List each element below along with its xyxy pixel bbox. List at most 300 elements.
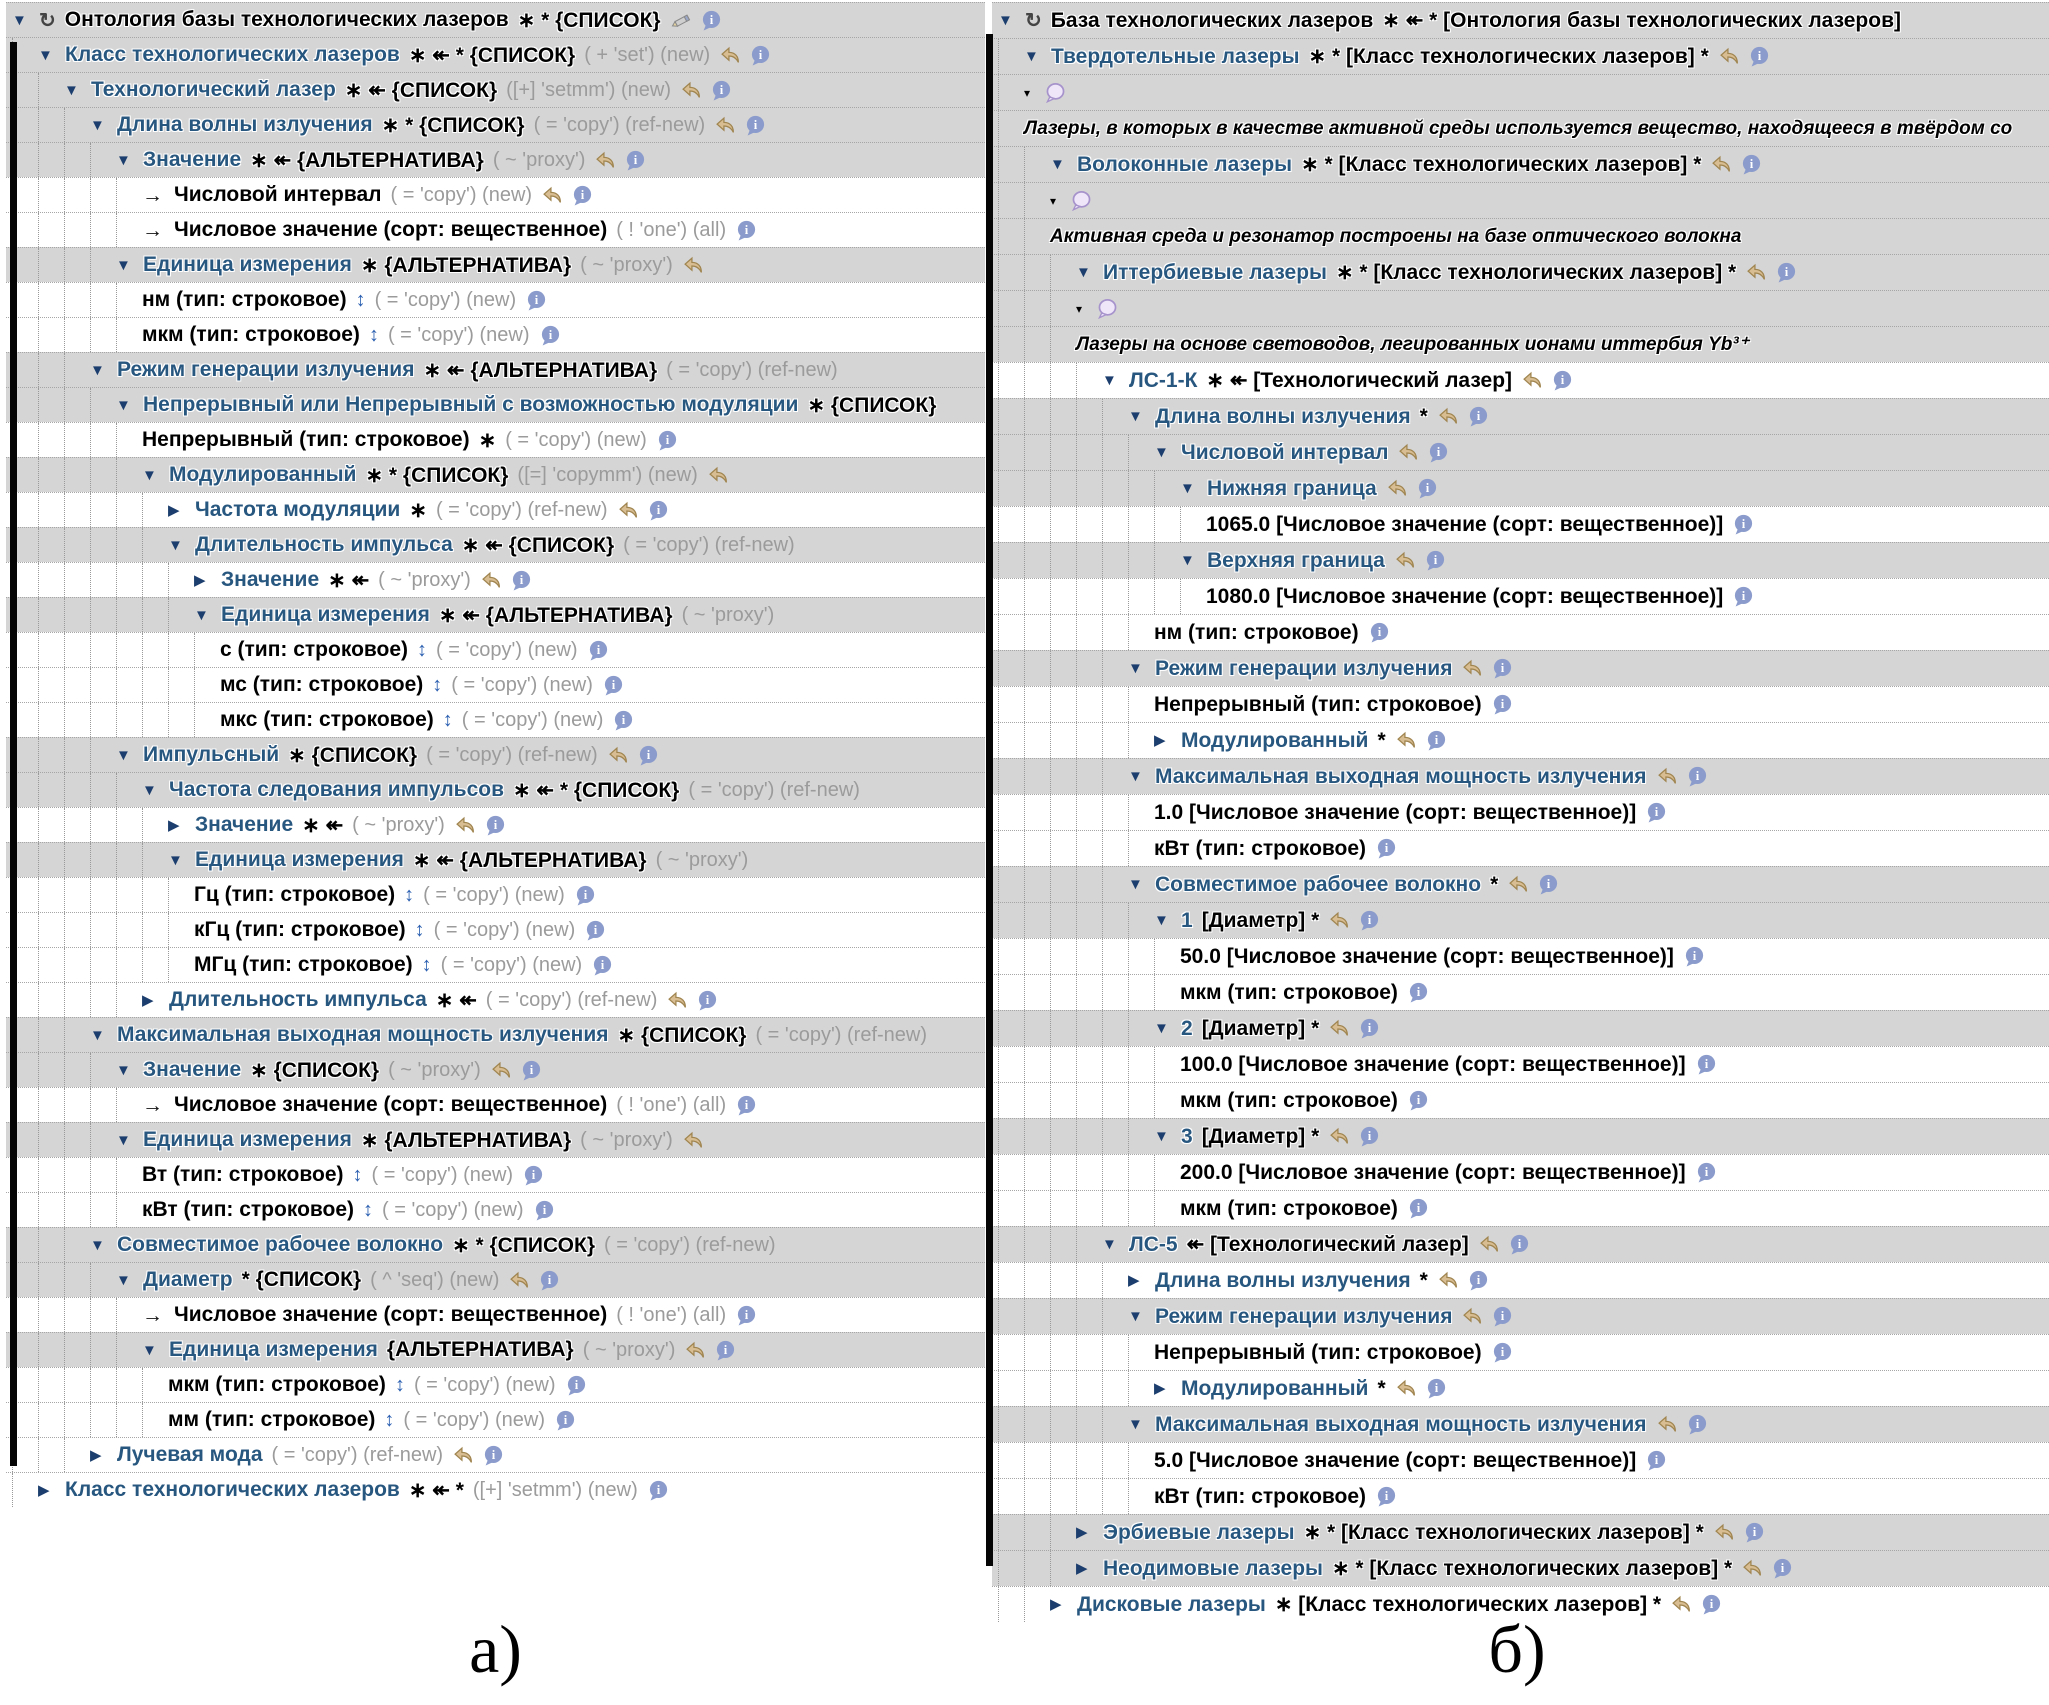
- copy-icon[interactable]: [719, 45, 742, 66]
- indent-guide: [38, 458, 64, 492]
- copy-icon[interactable]: [1718, 46, 1741, 67]
- reorder-updown-icon[interactable]: ↕: [442, 708, 453, 731]
- node-title[interactable]: Значение: [143, 1058, 242, 1081]
- info-icon[interactable]: [1491, 658, 1514, 679]
- node-title[interactable]: Длительность импульса: [195, 533, 453, 556]
- edit-icon[interactable]: [670, 10, 693, 31]
- reorder-updown-icon[interactable]: ↕: [363, 1198, 374, 1221]
- tree-row: [992, 1262, 2049, 1298]
- expand-toggle-icon[interactable]: ▶: [194, 571, 206, 589]
- info-icon[interactable]: [1645, 1450, 1668, 1471]
- copy-icon[interactable]: [1741, 1558, 1764, 1579]
- info-icon[interactable]: [538, 1270, 561, 1291]
- collapse-toggle-icon[interactable]: ▼: [90, 1026, 105, 1044]
- collapse-toggle-icon[interactable]: ▼: [1102, 372, 1117, 389]
- info-icon[interactable]: [1358, 1126, 1381, 1147]
- tree-row: [6, 1087, 985, 1122]
- collapse-toggle-icon[interactable]: ▼: [1076, 264, 1091, 281]
- collapse-toggle-icon[interactable]: ▼: [116, 256, 131, 274]
- info-icon[interactable]: [1425, 1378, 1448, 1399]
- copy-icon[interactable]: [1478, 1234, 1501, 1255]
- info-icon[interactable]: [1407, 982, 1430, 1003]
- svg-text:i: i: [1416, 1201, 1421, 1216]
- node-title[interactable]: Импульсный: [143, 743, 280, 766]
- indent-guide: [38, 878, 64, 912]
- info-icon[interactable]: [1425, 730, 1448, 751]
- node-title[interactable]: Модулированный: [1181, 728, 1369, 752]
- node-text: 1065.0 [Числовое значение (сорт: вещественное)]: [1206, 512, 1724, 536]
- info-icon[interactable]: [584, 920, 607, 941]
- indent-guide: [168, 913, 194, 947]
- expand-toggle-icon[interactable]: ▶: [1076, 1524, 1088, 1541]
- copy-icon[interactable]: [684, 1340, 707, 1361]
- copy-icon[interactable]: [541, 185, 564, 206]
- svg-text:i: i: [1377, 625, 1381, 640]
- info-icon[interactable]: [539, 325, 562, 346]
- copy-icon[interactable]: [1656, 766, 1679, 787]
- info-icon[interactable]: [700, 10, 723, 31]
- svg-text:i: i: [753, 117, 758, 132]
- indent-guide: [1128, 1119, 1154, 1154]
- node-title[interactable]: Числовой интервал: [1181, 440, 1389, 464]
- node-title[interactable]: Значение: [221, 568, 320, 591]
- info-icon[interactable]: [484, 815, 507, 836]
- expand-toggle-icon[interactable]: ▶: [90, 1446, 102, 1464]
- expand-toggle-icon[interactable]: ▶: [1050, 1596, 1062, 1613]
- info-icon[interactable]: [735, 1305, 758, 1326]
- node-marks: ∗ [Класс технологических лазеров] *: [1274, 1593, 1662, 1616]
- node-title[interactable]: 2: [1181, 1016, 1193, 1040]
- info-icon[interactable]: [520, 1060, 543, 1081]
- inheritance-meta: ( ~ 'proxy'): [388, 1058, 481, 1081]
- node-title[interactable]: Модулированный: [169, 463, 357, 486]
- collapse-toggle-icon[interactable]: ▼: [1128, 1416, 1143, 1433]
- collapse-toggle-icon[interactable]: ▼: [116, 1131, 131, 1149]
- indent-guide: [1024, 1119, 1050, 1154]
- indent-guide: [1050, 363, 1076, 398]
- node-title[interactable]: Класс технологических лазеров: [65, 1478, 400, 1501]
- collapse-toggle-icon[interactable]: ▼: [1154, 912, 1169, 929]
- collapse-toggle-icon[interactable]: ▼: [1050, 156, 1065, 173]
- indent-guide: [142, 878, 168, 912]
- node-text: мкс (тип: строковое): [220, 708, 434, 731]
- node-text: Онтология базы технологических лазеров: [64, 8, 509, 31]
- node-title[interactable]: Единица измерения: [143, 253, 352, 276]
- node-title[interactable]: Максимальная выходная мощность излучения: [1155, 764, 1647, 788]
- collapse-toggle-icon[interactable]: ▼: [1128, 876, 1143, 893]
- node-marks: ∗ * [Класс технологических лазеров] *: [1308, 45, 1709, 68]
- copy-icon[interactable]: [1461, 658, 1484, 679]
- node-title[interactable]: Режим генерации излучения: [117, 358, 415, 381]
- node-title[interactable]: Класс технологических лазеров: [65, 43, 400, 66]
- copy-icon[interactable]: [452, 1445, 475, 1466]
- node-title[interactable]: ЛС-1-К: [1129, 368, 1198, 392]
- expand-toggle-icon[interactable]: ▶: [1128, 1272, 1140, 1289]
- indent-guide: [38, 388, 64, 422]
- svg-text:i: i: [580, 187, 585, 202]
- tree-row: [992, 1082, 2049, 1118]
- collapse-toggle-icon[interactable]: ▼: [116, 1271, 131, 1289]
- indent-guide: [1180, 507, 1206, 542]
- reorder-updown-icon[interactable]: ↕: [352, 1163, 363, 1186]
- node-title[interactable]: Диаметр: [143, 1268, 233, 1291]
- reorder-updown-icon[interactable]: ↕: [417, 638, 428, 661]
- node-title[interactable]: Модулированный: [1181, 1376, 1369, 1400]
- copy-icon[interactable]: [607, 745, 630, 766]
- info-icon[interactable]: [1645, 802, 1668, 823]
- reorder-updown-icon[interactable]: ↕: [384, 1408, 395, 1431]
- info-icon[interactable]: [1740, 154, 1763, 175]
- indent-guide: [90, 1053, 116, 1087]
- node-title[interactable]: Непрерывный или Непрерывный с возможностью модуляции: [143, 393, 799, 416]
- node-title[interactable]: Режим генерации излучения: [1155, 1304, 1453, 1328]
- info-icon[interactable]: [744, 115, 767, 136]
- node-text: мм (тип: строковое): [168, 1408, 376, 1431]
- info-icon[interactable]: [602, 675, 625, 696]
- info-icon[interactable]: [735, 1095, 758, 1116]
- reorder-updown-icon[interactable]: ↕: [432, 673, 443, 696]
- copy-icon[interactable]: [1461, 1306, 1484, 1327]
- tree-row: [6, 212, 985, 247]
- indent-guide: [1128, 939, 1154, 974]
- tree-row: [992, 1514, 2049, 1550]
- info-icon[interactable]: [571, 185, 594, 206]
- reorder-updown-icon[interactable]: ↕: [404, 883, 415, 906]
- node-title[interactable]: Совместимое рабочее волокно: [117, 1233, 444, 1256]
- indent-guide: [1024, 579, 1050, 614]
- info-icon[interactable]: [1743, 1522, 1766, 1543]
- collapse-toggle-icon[interactable]: ▼: [142, 781, 157, 799]
- indent-guide: [1050, 759, 1076, 794]
- collapse-toggle-icon[interactable]: ▼: [90, 361, 105, 379]
- inheritance-meta: ( ~ 'proxy'): [582, 1338, 676, 1361]
- copy-icon[interactable]: [1521, 370, 1544, 391]
- reorder-updown-icon[interactable]: ↕: [355, 288, 366, 311]
- collapse-toggle-icon[interactable]: ▼: [142, 1341, 157, 1359]
- info-icon[interactable]: [647, 500, 670, 521]
- copy-icon[interactable]: [1713, 1522, 1736, 1543]
- collapse-toggle-icon[interactable]: ▼: [168, 851, 183, 869]
- info-icon[interactable]: [1407, 1090, 1430, 1111]
- copy-icon[interactable]: [454, 815, 477, 836]
- indent-guide: [116, 878, 142, 912]
- node-title[interactable]: Эрбиевые лазеры: [1103, 1520, 1295, 1544]
- info-icon[interactable]: [696, 990, 719, 1011]
- indent-guide: [38, 808, 64, 842]
- indent-guide: [64, 563, 90, 597]
- info-icon[interactable]: [525, 290, 548, 311]
- info-icon[interactable]: [1748, 46, 1771, 67]
- indent-guide: [64, 913, 90, 947]
- svg-text:i: i: [1742, 517, 1746, 532]
- info-icon[interactable]: [1695, 1054, 1718, 1075]
- svg-text:i: i: [1384, 841, 1389, 856]
- info-icon[interactable]: [749, 45, 772, 66]
- indent-guide: [142, 703, 168, 737]
- info-icon[interactable]: [1551, 370, 1574, 391]
- expand-toggle-icon[interactable]: ▶: [142, 991, 154, 1009]
- collapse-toggle-icon[interactable]: ▼: [116, 746, 131, 764]
- indent-guide: [998, 939, 1024, 974]
- info-icon[interactable]: [1358, 1018, 1381, 1039]
- node-title[interactable]: Единица измерения: [221, 603, 430, 626]
- indent-guide: [116, 423, 142, 457]
- node-title[interactable]: Нижняя граница: [1207, 476, 1377, 500]
- info-icon[interactable]: [1427, 442, 1450, 463]
- info-icon[interactable]: [574, 885, 597, 906]
- info-icon[interactable]: [1686, 1414, 1709, 1435]
- collapse-toggle-icon[interactable]: ▼: [1180, 552, 1195, 569]
- expand-toggle-icon[interactable]: ▶: [1076, 1560, 1088, 1577]
- node-title[interactable]: Неодимовые лазеры: [1103, 1556, 1323, 1580]
- svg-text:i: i: [1368, 1021, 1372, 1036]
- info-icon[interactable]: [1424, 550, 1447, 571]
- reorder-updown-icon[interactable]: ↕: [394, 1373, 405, 1396]
- node-title[interactable]: Длительность импульса: [169, 988, 427, 1011]
- reorder-updown-icon[interactable]: ↕: [421, 953, 432, 976]
- copy-icon[interactable]: [1656, 1414, 1679, 1435]
- info-icon[interactable]: [1491, 1306, 1514, 1327]
- info-icon[interactable]: [522, 1165, 545, 1186]
- copy-icon[interactable]: [508, 1270, 531, 1291]
- collapse-toggle-icon[interactable]: ▼: [38, 46, 53, 64]
- info-icon[interactable]: [1683, 946, 1706, 967]
- copy-icon[interactable]: [680, 80, 703, 101]
- collapse-toggle-icon[interactable]: ▼: [1102, 1236, 1117, 1253]
- refresh-icon[interactable]: ↻: [39, 9, 56, 32]
- info-icon[interactable]: [1686, 766, 1709, 787]
- collapse-toggle-icon[interactable]: ▼: [1128, 660, 1143, 677]
- copy-icon[interactable]: [707, 465, 730, 486]
- node-marks: ∗ {СПИСОК}: [807, 393, 937, 417]
- node-title[interactable]: Длина волны излучения: [1155, 404, 1411, 428]
- collapse-toggle-icon[interactable]: ▼: [1180, 480, 1195, 497]
- reorder-updown-icon[interactable]: ↕: [414, 918, 425, 941]
- info-icon[interactable]: [735, 220, 758, 241]
- node-title[interactable]: Совместимое рабочее волокно: [1155, 872, 1482, 896]
- info-icon[interactable]: [591, 955, 614, 976]
- comment-toggle-icon[interactable]: ▾: [1024, 85, 1031, 100]
- info-icon[interactable]: [554, 1410, 577, 1431]
- info-icon[interactable]: [1732, 514, 1755, 535]
- copy-icon[interactable]: [1507, 874, 1530, 895]
- info-icon[interactable]: [1732, 586, 1755, 607]
- info-icon[interactable]: [1695, 1162, 1718, 1183]
- copy-icon[interactable]: [1386, 478, 1409, 499]
- expand-toggle-icon[interactable]: ▶: [38, 1481, 50, 1499]
- info-icon[interactable]: [482, 1445, 505, 1466]
- indent-guide: [64, 143, 90, 177]
- copy-icon[interactable]: [1710, 154, 1733, 175]
- info-icon[interactable]: [714, 1340, 737, 1361]
- info-icon[interactable]: [1467, 406, 1490, 427]
- refresh-icon[interactable]: ↻: [1025, 10, 1042, 32]
- info-icon[interactable]: [1537, 874, 1560, 895]
- node-title[interactable]: Лучевая мода: [117, 1443, 263, 1466]
- copy-icon[interactable]: [1437, 406, 1460, 427]
- info-icon[interactable]: [656, 430, 679, 451]
- collapse-toggle-icon[interactable]: ▼: [1154, 1020, 1169, 1037]
- info-icon[interactable]: [510, 570, 533, 591]
- node-title[interactable]: Единица измерения: [143, 1128, 352, 1151]
- info-icon[interactable]: [533, 1200, 556, 1221]
- indent-guide: [90, 388, 116, 422]
- expand-toggle-icon[interactable]: ▶: [1154, 1380, 1166, 1397]
- node-title[interactable]: Длина волны излучения: [117, 113, 373, 136]
- expand-toggle-icon[interactable]: ▶: [168, 816, 180, 834]
- collapse-toggle-icon[interactable]: ▼: [1128, 1308, 1143, 1325]
- tree-row: [992, 866, 2049, 902]
- expand-toggle-icon[interactable]: ▶: [168, 501, 180, 519]
- info-icon[interactable]: [1508, 1234, 1531, 1255]
- info-icon[interactable]: [587, 640, 610, 661]
- bubble-icon[interactable]: [1070, 190, 1093, 211]
- svg-text:i: i: [491, 1447, 496, 1462]
- comment-toggle-icon[interactable]: ▾: [1050, 193, 1057, 208]
- tree-row: [6, 1262, 985, 1297]
- node-title[interactable]: Верхняя граница: [1207, 548, 1385, 572]
- copy-icon[interactable]: [1395, 730, 1418, 751]
- copy-icon[interactable]: [480, 570, 503, 591]
- collapse-toggle-icon[interactable]: ▼: [1154, 1128, 1169, 1145]
- collapse-toggle-icon[interactable]: ▼: [64, 81, 79, 99]
- collapse-toggle-icon[interactable]: ▼: [90, 1236, 105, 1254]
- bubble-icon[interactable]: [1044, 82, 1067, 103]
- svg-text:i: i: [1384, 1489, 1389, 1504]
- node-marks: ∗ * {СПИСОК}: [381, 113, 525, 137]
- indent-guide: [168, 633, 194, 667]
- node-title[interactable]: Частота модуляции: [195, 498, 401, 521]
- copy-icon[interactable]: [594, 150, 617, 171]
- copy-icon[interactable]: [1395, 1378, 1418, 1399]
- copy-icon[interactable]: [682, 255, 705, 276]
- info-icon[interactable]: [1771, 1558, 1794, 1579]
- collapse-toggle-icon[interactable]: ▼: [168, 536, 183, 554]
- node-text: 50.0 [Числовое значение (сорт: вещественное)]: [1180, 944, 1674, 968]
- copy-icon[interactable]: [682, 1130, 705, 1151]
- node-title[interactable]: ЛС-5: [1129, 1232, 1178, 1256]
- copy-icon[interactable]: [490, 1060, 513, 1081]
- indent-guide: [64, 668, 90, 702]
- tree-row: [6, 1437, 985, 1472]
- node-title[interactable]: Технологический лазер: [91, 78, 336, 101]
- node-title[interactable]: 1: [1181, 908, 1193, 932]
- info-icon[interactable]: [624, 150, 647, 171]
- tree-row: [992, 398, 2049, 434]
- node-title[interactable]: Значение: [143, 148, 242, 171]
- collapse-toggle-icon[interactable]: ▼: [142, 466, 157, 484]
- node-title[interactable]: Максимальная выходная мощность излучения: [117, 1023, 609, 1046]
- collapse-toggle-icon[interactable]: ▼: [90, 116, 105, 134]
- indent-guide: [1050, 723, 1076, 758]
- svg-text:i: i: [719, 82, 724, 97]
- indent-guide: [168, 703, 194, 737]
- indent-guide: [116, 458, 142, 492]
- copy-icon[interactable]: [1328, 1018, 1351, 1039]
- collapse-toggle-icon[interactable]: ▼: [998, 12, 1013, 29]
- indent-guide: [1024, 687, 1050, 722]
- node-title[interactable]: 3: [1181, 1124, 1193, 1148]
- node-title[interactable]: Твердотельные лазеры: [1051, 44, 1300, 68]
- collapse-toggle-icon[interactable]: ▼: [1128, 768, 1143, 785]
- indent-guide: [1050, 399, 1076, 434]
- copy-icon[interactable]: [1328, 1126, 1351, 1147]
- indent-guide: [1076, 795, 1102, 830]
- node-title[interactable]: Иттербиевые лазеры: [1103, 260, 1327, 284]
- node-title[interactable]: Длина волны излучения: [1155, 1268, 1411, 1292]
- reorder-updown-icon[interactable]: ↕: [368, 323, 379, 346]
- svg-text:i: i: [493, 817, 498, 832]
- copy-icon[interactable]: [1745, 262, 1768, 283]
- copy-icon[interactable]: [1328, 910, 1351, 931]
- node-title[interactable]: Максимальная выходная мощность излучения: [1155, 1412, 1647, 1436]
- collapse-toggle-icon[interactable]: ▼: [1024, 48, 1039, 65]
- copy-icon[interactable]: [714, 115, 737, 136]
- collapse-toggle-icon[interactable]: ▼: [116, 396, 131, 414]
- info-icon[interactable]: [565, 1375, 588, 1396]
- copy-icon[interactable]: [1397, 442, 1420, 463]
- copy-icon[interactable]: [1437, 1270, 1460, 1291]
- copy-icon[interactable]: [617, 500, 640, 521]
- collapse-toggle-icon[interactable]: ▼: [116, 1061, 131, 1079]
- indent-guide: [1024, 867, 1050, 902]
- copy-icon[interactable]: [666, 990, 689, 1011]
- info-icon[interactable]: [637, 745, 660, 766]
- info-icon[interactable]: [1407, 1198, 1430, 1219]
- collapse-toggle-icon[interactable]: ▼: [1154, 444, 1169, 461]
- node-text: мкм (тип: строковое): [142, 323, 360, 346]
- indent-guide: [1024, 363, 1050, 398]
- tree-row: [992, 146, 2049, 182]
- expand-toggle-icon[interactable]: ▶: [1154, 732, 1166, 749]
- node-title[interactable]: Режим генерации излучения: [1155, 656, 1453, 680]
- collapse-toggle-icon[interactable]: ▼: [116, 151, 131, 169]
- node-title[interactable]: Значение: [195, 813, 294, 836]
- info-icon[interactable]: [1375, 1486, 1398, 1507]
- comment-toggle-icon[interactable]: ▾: [1076, 301, 1083, 316]
- indent-guide: [1154, 939, 1180, 974]
- collapse-toggle-icon[interactable]: ▼: [12, 11, 27, 29]
- indent-guide: [64, 1123, 90, 1157]
- info-icon[interactable]: [1775, 262, 1798, 283]
- node-title[interactable]: Единица измерения: [169, 1338, 378, 1361]
- node-title[interactable]: Частота следования импульсов: [169, 778, 504, 801]
- info-icon[interactable]: [1358, 910, 1381, 931]
- info-icon[interactable]: [1368, 622, 1391, 643]
- inheritance-meta: ( ~ 'proxy'): [352, 813, 445, 836]
- svg-text:i: i: [1476, 409, 1481, 424]
- node-title[interactable]: Дисковые лазеры: [1077, 1592, 1266, 1616]
- indent-guide: [998, 903, 1024, 938]
- info-icon[interactable]: [1491, 1342, 1514, 1363]
- tree-row: [6, 1192, 985, 1227]
- info-icon[interactable]: [1416, 478, 1439, 499]
- node-title[interactable]: Единица измерения: [195, 848, 404, 871]
- copy-icon[interactable]: [1394, 550, 1417, 571]
- node-title[interactable]: Волоконные лазеры: [1077, 152, 1293, 176]
- info-icon[interactable]: [612, 710, 635, 731]
- indent-guide: [64, 843, 90, 877]
- indent-guide: [1102, 1263, 1128, 1298]
- collapse-toggle-icon[interactable]: ▼: [1128, 408, 1143, 425]
- info-icon[interactable]: [1467, 1270, 1490, 1291]
- collapse-toggle-icon[interactable]: ▼: [194, 606, 209, 624]
- info-icon[interactable]: [647, 1480, 670, 1501]
- info-icon[interactable]: [1375, 838, 1398, 859]
- info-icon[interactable]: [1491, 694, 1514, 715]
- bubble-icon[interactable]: [1096, 298, 1119, 319]
- info-icon[interactable]: [710, 80, 733, 101]
